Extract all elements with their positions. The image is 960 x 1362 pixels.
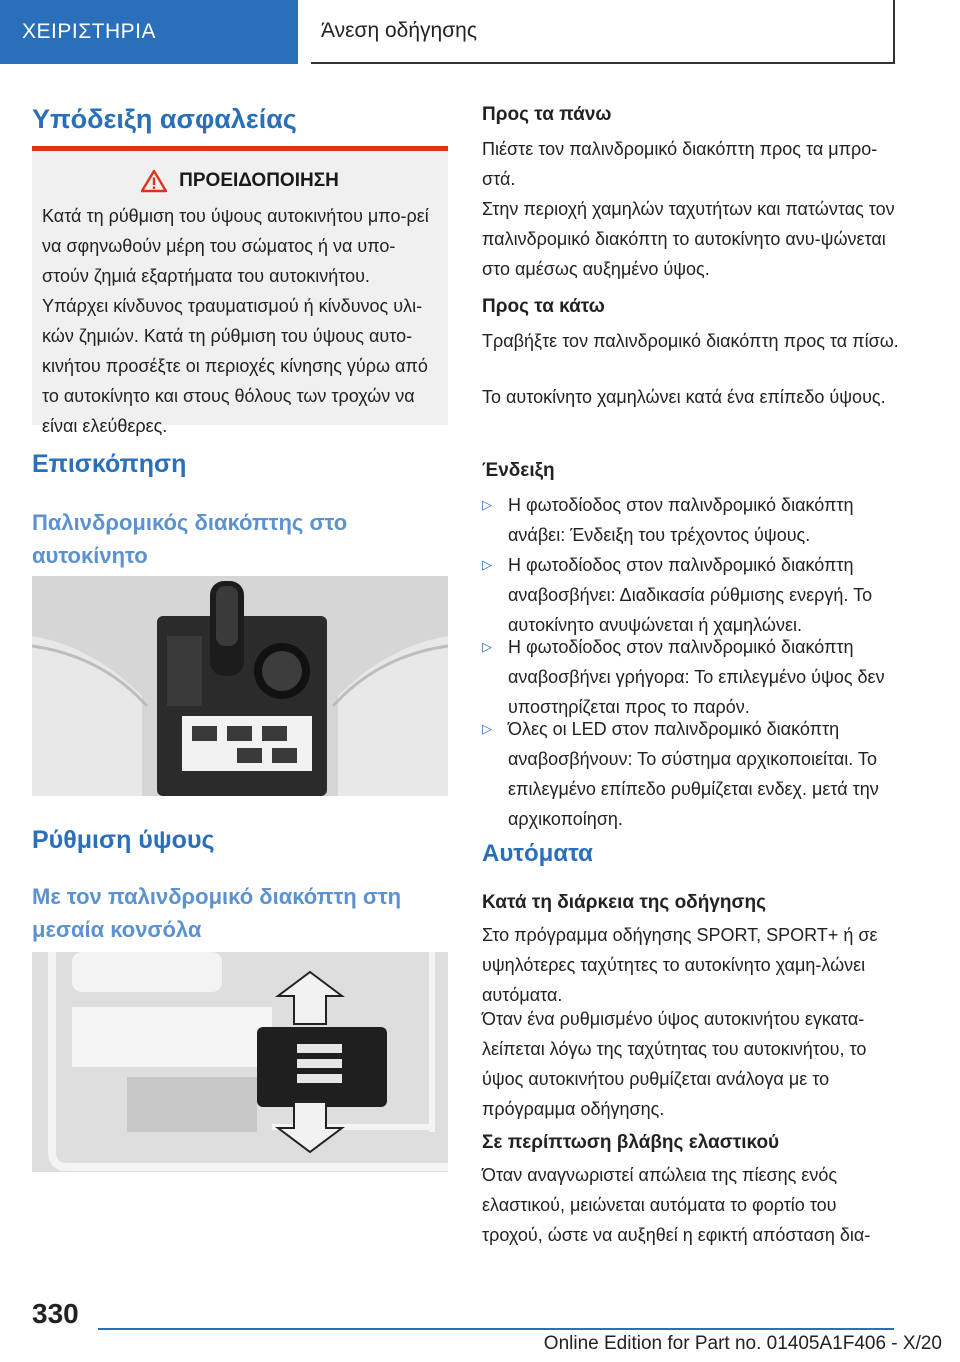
footer-edition[interactable]: Online Edition for Part no. 01405A1F406 - X/20	[543, 1333, 942, 1354]
down-paragraph-2: Το αυτοκίνητο χαμηλώνει κατά ένα επίπεδο ύψους.	[482, 387, 886, 407]
console-heading: Με τον παλινδρομικό διακόπτη στη μεσαία κονσόλα	[32, 884, 402, 942]
triangle-bullet-icon: ▷	[482, 557, 492, 572]
section-tab[interactable]: ΧΕΙΡΙΣΤΗΡΙΑ	[0, 0, 298, 64]
triangle-bullet-icon: ▷	[482, 497, 492, 512]
overview-heading: Επισκόπηση	[32, 450, 187, 478]
triangle-bullet-icon: ▷	[482, 721, 492, 736]
indication-heading: Ένδειξη	[482, 460, 555, 481]
warning-title	[42, 169, 438, 193]
down-heading: Προς τα κάτω	[482, 296, 605, 317]
indication-item	[482, 490, 902, 550]
driving-paragraph-2: Όταν ένα ρυθμισμένο ύψος αυτοκινήτου εγκατα‐λείπεται λόγω της ταχύτητας του αυτοκινήτου, το ύψος αυτοκινήτου ρυθμίζεται ανάλογα με το πρόγραμμα οδήγησης.	[482, 1009, 867, 1119]
indication-item	[482, 714, 902, 834]
up-heading: Προς τα πάνω	[482, 104, 612, 125]
indication-item-text: Η φωτοδίοδος στον παλινδρομικό διακόπτη ανάβει: Ένδειξη του τρέχοντος ύψους.	[508, 495, 854, 545]
warning-triangle-icon	[141, 169, 167, 193]
rocker-switch-illustration	[32, 952, 448, 1172]
switch-heading: Παλινδρομικός διακόπτης στο αυτοκίνητο	[32, 510, 348, 568]
rocker-switch-photo	[32, 952, 448, 1172]
page-number: 330	[32, 1298, 79, 1329]
indication-item	[482, 550, 902, 640]
footer-divider	[98, 1328, 894, 1330]
triangle-bullet-icon: ▷	[482, 639, 492, 654]
indication-item-text: Η φωτοδίοδος στον παλινδρομικό διακόπτη αναβοσβήνει γρήγορα: Το επιλεγμένο ύψος δεν υποστηρίζεται προς το παρόν.	[508, 637, 885, 717]
warning-title-text: ΠΡΟΕΙΔΟΠΟΙΗΣΗ	[179, 170, 339, 191]
tyre-paragraph-1: Όταν αναγνωριστεί απώλεια της πίεσης ενός ελαστικού, μειώνεται αυτόματα το φορτίο του τροχού, ώστε να αυξηθεί η εφικτή απόσταση δια‐	[482, 1165, 871, 1245]
warning-box	[32, 151, 448, 436]
center-console-photo	[32, 576, 448, 796]
indication-item-text: Όλες οι LED στον παλινδρομικό διακόπτη αναβοσβήνουν: Το σύστημα αρχικοποιείται. Το επιλεγμένο επίπεδο ρυθμίζεται ενδεχ. μετά την αρχικοποίηση.	[508, 719, 879, 829]
auto-heading: Αυτόματα	[482, 840, 593, 867]
adjust-heading: Ρύθμιση ύψους	[32, 826, 215, 854]
tyre-heading: Σε περίπτωση βλάβης ελαστικού	[482, 1132, 780, 1153]
driving-paragraph-1: Στο πρόγραμμα οδήγησης SPORT, SPORT+ ή σε υψηλότερες ταχύτητες το αυτοκίνητο χαμη‐λώνει αυτόματα.	[482, 925, 878, 1005]
driving-heading: Κατά τη διάρκεια της οδήγησης	[482, 892, 766, 913]
down-paragraph-1: Τραβήξτε τον παλινδρομικό διακόπτη προς τα πίσω.	[482, 331, 899, 351]
chapter-tab[interactable]: Άνεση οδήγησης	[311, 0, 895, 64]
safety-heading: Υπόδειξη ασφαλείας	[32, 104, 297, 134]
up-paragraph-2: Στην περιοχή χαμηλών ταχυτήτων και πατώντας τον παλινδρομικό διακόπτη το αυτοκίνητο ανυ‐ψώνεται στο αμέσως αυξημένο ύψος.	[482, 199, 895, 279]
center-console-illustration	[32, 576, 448, 796]
indication-item	[482, 632, 902, 722]
warning-text: Κατά τη ρύθμιση του ύψους αυτοκινήτου μπο‐ρεί να σφηνωθούν μέρη του σώματος ή να υπο‐στούν ζημιά εξαρτήματα του αυτοκινήτου. Υπάρχει κίνδυνος τραυματισμού ή κίνδυνος υλι‐κών ζημιών. Κατά τη ρύθμιση του ύψους αυτο‐κινήτου προσέξτε οι περιοχές κίνησης γύρω από το αυτοκίνητο και στους θόλους των τροχών να είναι ελεύθερες.	[42, 206, 429, 436]
indication-item-text: Η φωτοδίοδος στον παλινδρομικό διακόπτη αναβοσβήνει: Διαδικασία ρύθμισης ενεργή. Το αυτοκίνητο ανυψώνεται ή χαμηλώνει.	[508, 555, 873, 635]
up-paragraph-1: Πιέστε τον παλινδρομικό διακόπτη προς τα μπρο‐στά.	[482, 139, 878, 189]
